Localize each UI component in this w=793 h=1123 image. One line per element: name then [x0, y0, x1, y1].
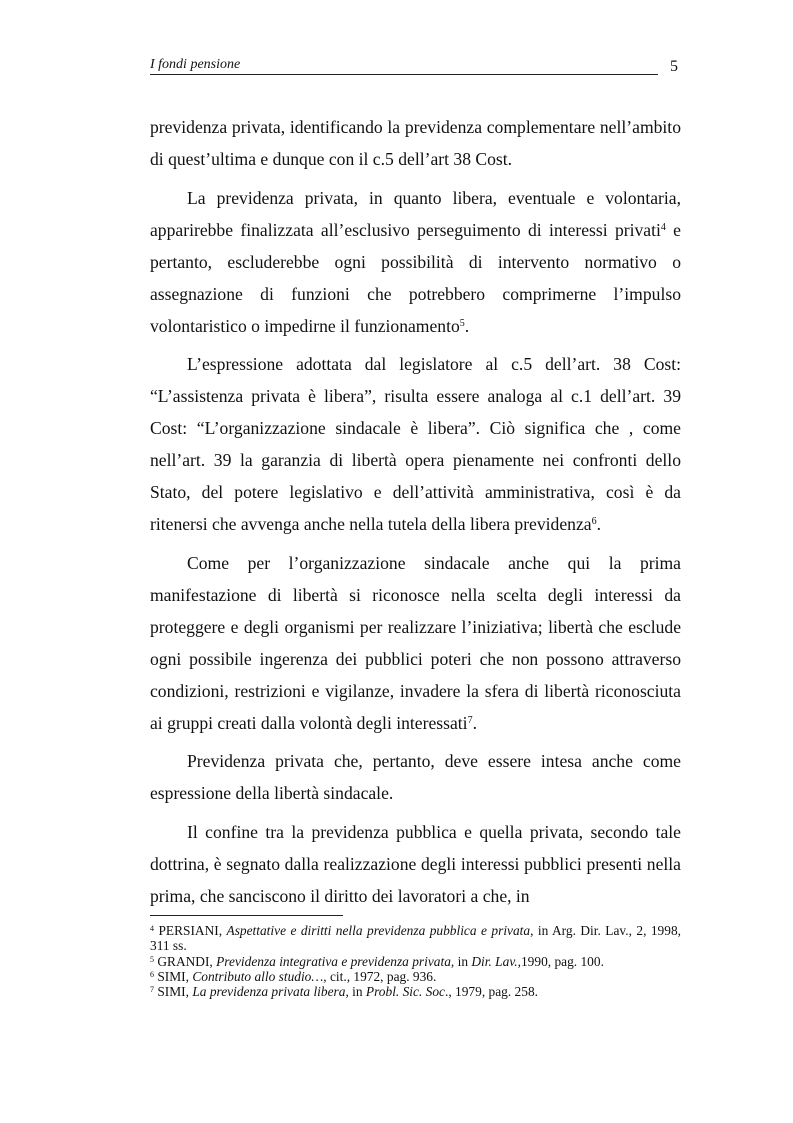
text-run: . — [472, 712, 477, 733]
text-run: Il confine tra la previdenza pubblica e quella privata, secondo tale dottrina, è segnato dalla realizzazione degli interessi pubblici presenti nella prima, che sanciscono il diritto dei lavoratori a che, in — [150, 821, 681, 906]
footnote-ref: 7 — [150, 985, 154, 995]
italic-text: Dir. Lav., — [471, 953, 521, 969]
text-run: L’espressione adottata dal legislatore al c.5 dell’art. 38 Cost: “L’assistenza privata è libera”, risulta essere analoga al c.1 dell’art. 39 Cost: “L’organizzazione sindacale è libera”. Ciò significa che , come nell’art. 39 la garanzia di libertà opera pienamente nei confronti dello Stato, del potere legislativo e dell’attività amministrativa, così è da ritenersi che avvenga anche nella tutela della libera previdenza — [150, 354, 681, 534]
text-run: La previdenza privata, in quanto libera, eventuale e volontaria, apparirebbe finalizzata all’esclusivo perseguimento di interessi privati — [150, 187, 681, 240]
text-run: previdenza privata, identificando la previdenza complementare nell’ambito di quest’ultima e dunque con il c.5 dell’art 38 Cost. — [150, 117, 681, 169]
text-run: . — [464, 315, 470, 336]
footnote-ref: 4 — [150, 924, 154, 933]
footnote-ref: 5 — [459, 317, 465, 329]
footnote-ref: 6 — [150, 969, 154, 979]
paragraph — [150, 348, 681, 540]
text-run: , in — [345, 984, 366, 1000]
text-run: 1990, pag. 100. — [520, 953, 604, 969]
text-run: in — [454, 953, 472, 969]
footnote-ref: 6 — [591, 516, 597, 527]
page-number: 5 — [670, 58, 678, 75]
text-run: SIMI, — [154, 968, 193, 984]
italic-text: Contributo allo studio… — [192, 968, 324, 984]
italic-text: Previdenza integrativa e previdenza privata, — [216, 953, 455, 969]
text-run: , in Arg. Dir. Lav., 2, 1998, 311 ss. — [150, 923, 681, 954]
footnote — [150, 954, 681, 969]
italic-text: La previdenza privata libera — [192, 984, 346, 1000]
text-run: ., 1979, pag. 258. — [445, 984, 538, 1000]
italic-text: Probl. Sic. Soc — [365, 984, 445, 1000]
running-head — [150, 56, 658, 75]
paragraph — [150, 182, 681, 342]
footnote-ref: 5 — [150, 954, 154, 964]
running-title: I fondi pensione — [150, 57, 241, 72]
text-run: PERSIANI, — [154, 923, 227, 938]
footnote — [150, 923, 681, 954]
text-run: SIMI, — [154, 984, 193, 1000]
paragraph — [150, 547, 681, 739]
footnote-ref: 7 — [467, 714, 473, 726]
footnote — [150, 984, 681, 999]
paragraph — [150, 111, 681, 175]
footnote-separator — [150, 915, 343, 916]
text-run: e pertanto, escluderebbe ogni possibilità di intervento normativo o assegnazione di funzioni che potrebbero comprimerne l’impulso volontaristico o impedirne il funzionamento — [150, 219, 681, 336]
paragraph — [150, 745, 681, 809]
footnote-ref: 4 — [660, 221, 666, 233]
footnotes — [150, 923, 681, 999]
footnote — [150, 969, 681, 984]
body-text — [150, 111, 681, 918]
italic-text: Aspettative e diritti nella previdenza pubblica e privata — [226, 923, 531, 938]
text-run: GRANDI, — [154, 953, 217, 969]
text-run: . — [596, 514, 601, 534]
paragraph — [150, 816, 681, 912]
text-run: Previdenza privata che, pertanto, deve essere intesa anche come espressione della libertà sindacale. — [150, 751, 681, 803]
text-run: , cit., 1972, pag. 936. — [323, 968, 437, 984]
text-run: Come per l’organizzazione sindacale anche qui la prima manifestazione di libertà si riconosce nella scelta degli interessi da proteggere e degli organismi per realizzare l’iniziativa; libertà che esclude ogni possibile ingerenza dei pubblici poteri che non possono attraverso condizioni, restrizioni e vigilanze, invadere la sfera di libertà riconosciuta ai gruppi creati dalla volontà degli interessati — [150, 552, 681, 733]
